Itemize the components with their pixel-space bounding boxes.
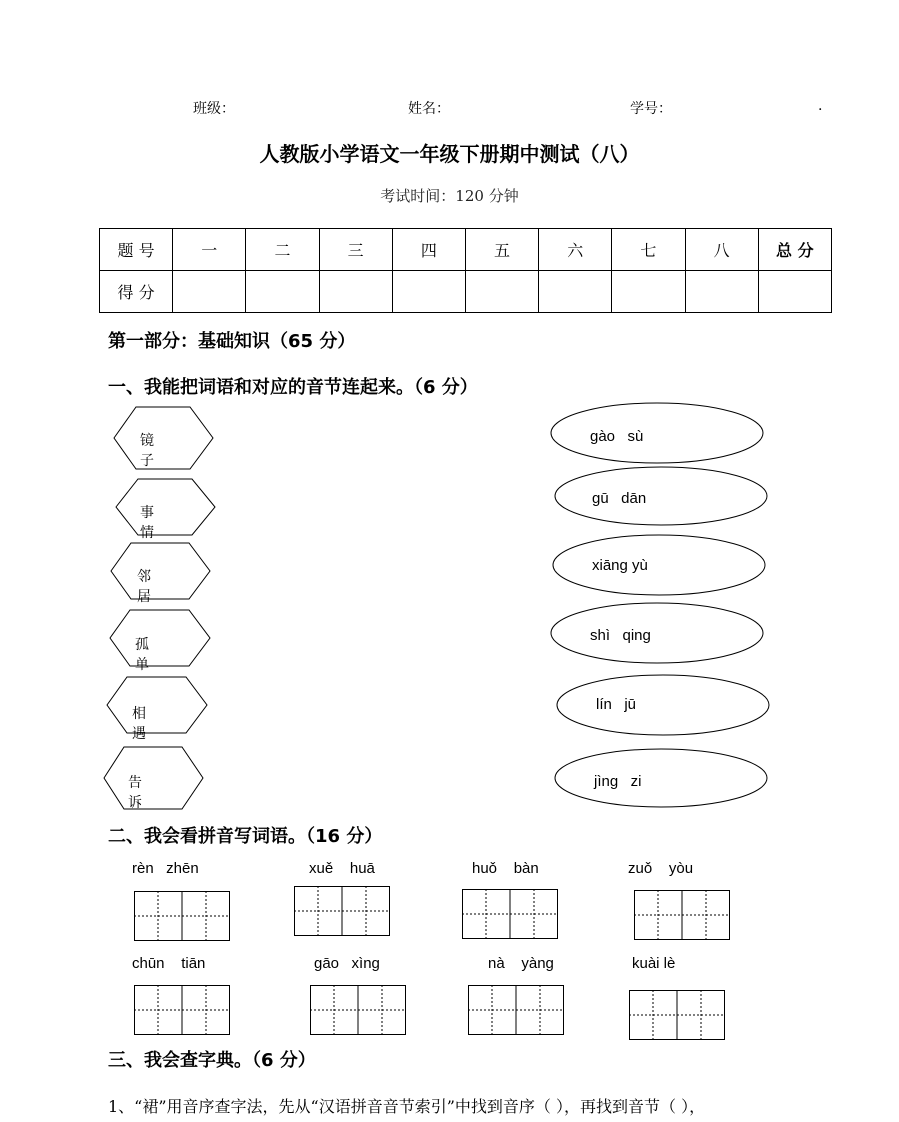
section3-heading: 三、我会查字典。（6 分） bbox=[108, 1050, 316, 1071]
syllable-label: shì qing bbox=[590, 627, 651, 644]
pinyin-label: gāo xìng bbox=[314, 955, 380, 972]
score-table-score-row bbox=[100, 271, 832, 313]
score-cell: 七 bbox=[612, 229, 685, 271]
score-cell-total: 总 分 bbox=[758, 229, 831, 271]
word-label: 事情 bbox=[140, 505, 154, 541]
score-cell: 六 bbox=[539, 229, 612, 271]
part1-heading: 第一部分：基础知识（65 分） bbox=[108, 331, 356, 352]
score-input-cell[interactable] bbox=[685, 271, 758, 313]
section2-heading: 二、我会看拼音写词语。（16 分） bbox=[108, 826, 383, 847]
score-input-cell[interactable] bbox=[173, 271, 246, 313]
word-label: 相遇 bbox=[132, 706, 146, 742]
score-input-cell[interactable] bbox=[319, 271, 392, 313]
score-input-cell[interactable] bbox=[758, 271, 831, 313]
word-label: 孤单 bbox=[135, 637, 149, 673]
word-label: 告诉 bbox=[128, 775, 142, 811]
word-label: 邻居 bbox=[137, 569, 151, 605]
name-label: 姓名： bbox=[408, 101, 450, 117]
score-input-cell[interactable] bbox=[246, 271, 319, 313]
syllable-label: gū dān bbox=[592, 490, 647, 507]
score-cell: 三 bbox=[319, 229, 392, 271]
score-cell: 八 bbox=[685, 229, 758, 271]
score-cell: 五 bbox=[465, 229, 538, 271]
pinyin-label: kuài lè bbox=[632, 955, 676, 972]
score-cell: 二 bbox=[246, 229, 319, 271]
student-number-label: 学号： bbox=[630, 101, 672, 117]
pinyin-label: zuǒ yòu bbox=[628, 860, 694, 877]
syllable-label: xiāng yù bbox=[592, 557, 648, 574]
section1-heading: 一、我能把词语和对应的音节连起来。（6 分） bbox=[108, 377, 478, 398]
pinyin-label: chūn tiān bbox=[132, 955, 206, 972]
score-input-cell[interactable] bbox=[465, 271, 538, 313]
page-title: 人教版小学语文一年级下册期中测试（八） bbox=[259, 142, 640, 166]
class-label: 班级： bbox=[193, 101, 235, 117]
score-cell: 一 bbox=[173, 229, 246, 271]
score-table bbox=[99, 228, 832, 313]
pinyin-label: xuě huā bbox=[309, 860, 375, 877]
score-row-label: 得 分 bbox=[100, 271, 173, 313]
score-input-cell[interactable] bbox=[539, 271, 612, 313]
pinyin-label: rèn zhēn bbox=[132, 860, 199, 877]
header-dot: . bbox=[818, 98, 823, 114]
score-cell: 四 bbox=[392, 229, 465, 271]
pinyin-label: nà yàng bbox=[488, 955, 554, 972]
word-label: 镜子 bbox=[140, 433, 154, 469]
score-cell: 题 号 bbox=[100, 229, 173, 271]
score-input-cell[interactable] bbox=[392, 271, 465, 313]
syllable-label: jìng zi bbox=[594, 773, 642, 790]
score-table-header-row bbox=[100, 229, 832, 271]
syllable-label: gào sù bbox=[590, 428, 644, 445]
question-1-text: 1、“裙”用音序查字法，先从“汉语拼音音节索引”中找到音序（ ），再找到音节（ ）， bbox=[108, 1097, 706, 1116]
exam-time: 考试时间：120 分钟 bbox=[380, 187, 519, 205]
syllable-label: lín jū bbox=[596, 696, 637, 713]
pinyin-label: huǒ bàn bbox=[472, 860, 539, 877]
score-input-cell[interactable] bbox=[612, 271, 685, 313]
